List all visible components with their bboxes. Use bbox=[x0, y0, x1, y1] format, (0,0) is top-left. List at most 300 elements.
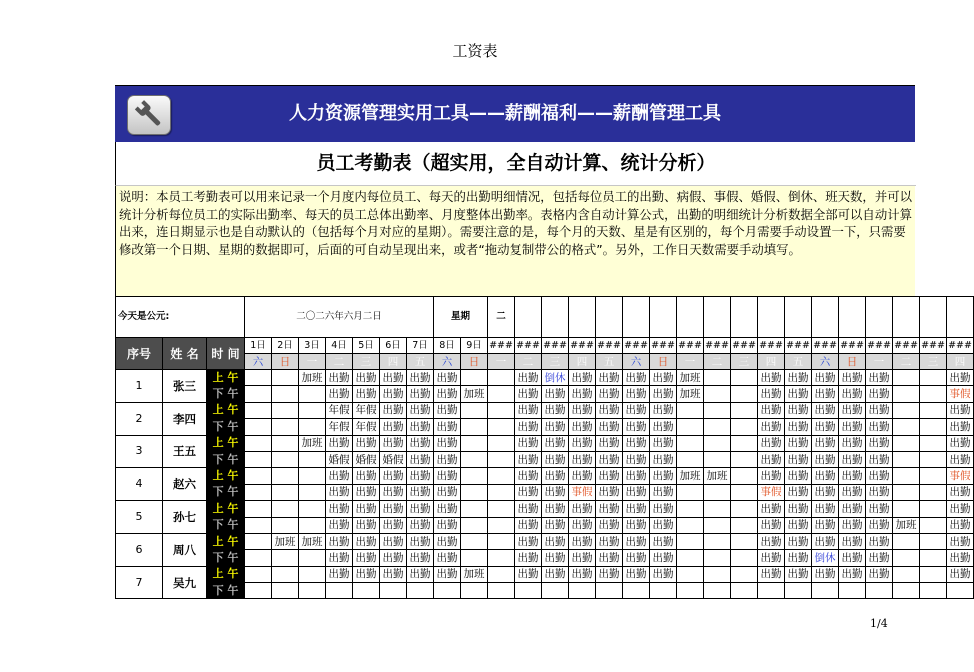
attendance-cell[interactable] bbox=[785, 583, 812, 599]
attendance-cell[interactable]: 出勤 bbox=[569, 402, 596, 418]
attendance-cell[interactable] bbox=[731, 386, 758, 402]
attendance-cell[interactable]: 出勤 bbox=[380, 419, 407, 435]
attendance-cell[interactable]: 出勤 bbox=[650, 550, 677, 566]
attendance-cell[interactable]: 出勤 bbox=[839, 402, 866, 418]
attendance-cell[interactable] bbox=[488, 566, 515, 582]
attendance-cell[interactable]: 出勤 bbox=[434, 386, 461, 402]
attendance-cell[interactable]: 倒休 bbox=[542, 370, 569, 386]
attendance-cell[interactable]: 出勤 bbox=[515, 386, 542, 402]
attendance-cell[interactable] bbox=[893, 484, 920, 500]
attendance-cell[interactable]: 事假 bbox=[758, 484, 785, 500]
attendance-cell[interactable]: 出勤 bbox=[812, 468, 839, 484]
attendance-cell[interactable]: 出勤 bbox=[758, 501, 785, 517]
attendance-cell[interactable]: 出勤 bbox=[407, 484, 434, 500]
attendance-cell[interactable]: 出勤 bbox=[515, 370, 542, 386]
attendance-cell[interactable]: 出勤 bbox=[623, 533, 650, 549]
attendance-cell[interactable] bbox=[461, 583, 488, 599]
attendance-cell[interactable] bbox=[731, 533, 758, 549]
attendance-cell[interactable] bbox=[461, 370, 488, 386]
attendance-cell[interactable]: 出勤 bbox=[434, 550, 461, 566]
attendance-cell[interactable]: 出勤 bbox=[812, 533, 839, 549]
attendance-cell[interactable]: 出勤 bbox=[839, 468, 866, 484]
attendance-cell[interactable]: 出勤 bbox=[596, 484, 623, 500]
attendance-cell[interactable]: 出勤 bbox=[596, 517, 623, 533]
attendance-cell[interactable]: 加班 bbox=[299, 370, 326, 386]
attendance-cell[interactable]: 倒休 bbox=[812, 550, 839, 566]
attendance-cell[interactable]: 出勤 bbox=[569, 370, 596, 386]
attendance-cell[interactable]: 出勤 bbox=[839, 370, 866, 386]
attendance-cell[interactable] bbox=[461, 501, 488, 517]
attendance-cell[interactable]: 出勤 bbox=[407, 517, 434, 533]
attendance-cell[interactable]: 事假 bbox=[569, 484, 596, 500]
attendance-cell[interactable]: 出勤 bbox=[353, 435, 380, 451]
attendance-cell[interactable] bbox=[542, 583, 569, 599]
attendance-cell[interactable] bbox=[272, 468, 299, 484]
attendance-cell[interactable] bbox=[920, 484, 947, 500]
attendance-cell[interactable]: 出勤 bbox=[353, 501, 380, 517]
attendance-cell[interactable] bbox=[893, 501, 920, 517]
attendance-cell[interactable] bbox=[245, 402, 272, 418]
attendance-cell[interactable]: 出勤 bbox=[542, 402, 569, 418]
attendance-cell[interactable]: 出勤 bbox=[947, 484, 974, 500]
attendance-cell[interactable]: 出勤 bbox=[380, 566, 407, 582]
attendance-cell[interactable]: 出勤 bbox=[596, 566, 623, 582]
attendance-cell[interactable] bbox=[245, 419, 272, 435]
attendance-cell[interactable]: 婚假 bbox=[353, 451, 380, 467]
attendance-cell[interactable]: 出勤 bbox=[623, 435, 650, 451]
attendance-cell[interactable]: 出勤 bbox=[542, 533, 569, 549]
attendance-cell[interactable]: 出勤 bbox=[812, 386, 839, 402]
attendance-cell[interactable]: 出勤 bbox=[812, 566, 839, 582]
attendance-cell[interactable]: 出勤 bbox=[623, 468, 650, 484]
attendance-cell[interactable]: 出勤 bbox=[515, 550, 542, 566]
attendance-cell[interactable] bbox=[677, 419, 704, 435]
attendance-cell[interactable]: 出勤 bbox=[569, 451, 596, 467]
attendance-cell[interactable]: 出勤 bbox=[839, 435, 866, 451]
attendance-cell[interactable] bbox=[488, 419, 515, 435]
attendance-cell[interactable]: 出勤 bbox=[569, 533, 596, 549]
attendance-cell[interactable]: 出勤 bbox=[542, 435, 569, 451]
attendance-cell[interactable] bbox=[272, 583, 299, 599]
attendance-cell[interactable] bbox=[731, 451, 758, 467]
attendance-cell[interactable] bbox=[704, 435, 731, 451]
attendance-cell[interactable]: 出勤 bbox=[434, 484, 461, 500]
attendance-cell[interactable]: 出勤 bbox=[812, 517, 839, 533]
attendance-cell[interactable]: 出勤 bbox=[758, 402, 785, 418]
attendance-cell[interactable] bbox=[677, 451, 704, 467]
attendance-cell[interactable]: 出勤 bbox=[785, 386, 812, 402]
attendance-cell[interactable]: 出勤 bbox=[542, 566, 569, 582]
attendance-cell[interactable]: 出勤 bbox=[407, 468, 434, 484]
attendance-cell[interactable] bbox=[704, 583, 731, 599]
attendance-cell[interactable]: 出勤 bbox=[380, 468, 407, 484]
attendance-cell[interactable]: 加班 bbox=[893, 517, 920, 533]
attendance-cell[interactable] bbox=[893, 402, 920, 418]
attendance-cell[interactable]: 出勤 bbox=[434, 566, 461, 582]
attendance-cell[interactable]: 出勤 bbox=[407, 386, 434, 402]
attendance-cell[interactable] bbox=[272, 386, 299, 402]
attendance-cell[interactable] bbox=[677, 550, 704, 566]
attendance-cell[interactable]: 出勤 bbox=[839, 566, 866, 582]
attendance-cell[interactable] bbox=[920, 419, 947, 435]
attendance-cell[interactable]: 出勤 bbox=[380, 501, 407, 517]
attendance-cell[interactable]: 出勤 bbox=[785, 484, 812, 500]
attendance-cell[interactable] bbox=[758, 583, 785, 599]
attendance-cell[interactable]: 出勤 bbox=[650, 451, 677, 467]
attendance-cell[interactable]: 加班 bbox=[677, 386, 704, 402]
attendance-cell[interactable]: 出勤 bbox=[812, 419, 839, 435]
attendance-cell[interactable]: 出勤 bbox=[569, 566, 596, 582]
attendance-cell[interactable]: 出勤 bbox=[542, 386, 569, 402]
attendance-cell[interactable]: 出勤 bbox=[596, 370, 623, 386]
attendance-cell[interactable]: 出勤 bbox=[623, 402, 650, 418]
attendance-cell[interactable] bbox=[245, 386, 272, 402]
attendance-cell[interactable]: 出勤 bbox=[623, 451, 650, 467]
attendance-cell[interactable] bbox=[299, 402, 326, 418]
attendance-cell[interactable] bbox=[839, 583, 866, 599]
attendance-cell[interactable]: 出勤 bbox=[650, 402, 677, 418]
attendance-cell[interactable] bbox=[299, 517, 326, 533]
attendance-cell[interactable] bbox=[893, 419, 920, 435]
attendance-cell[interactable] bbox=[677, 583, 704, 599]
attendance-cell[interactable]: 出勤 bbox=[785, 566, 812, 582]
attendance-cell[interactable] bbox=[488, 370, 515, 386]
attendance-cell[interactable]: 出勤 bbox=[839, 501, 866, 517]
attendance-cell[interactable]: 出勤 bbox=[623, 566, 650, 582]
attendance-cell[interactable] bbox=[731, 402, 758, 418]
attendance-cell[interactable]: 出勤 bbox=[785, 370, 812, 386]
attendance-cell[interactable] bbox=[245, 517, 272, 533]
attendance-cell[interactable]: 出勤 bbox=[650, 566, 677, 582]
attendance-cell[interactable] bbox=[299, 566, 326, 582]
attendance-cell[interactable] bbox=[461, 468, 488, 484]
attendance-cell[interactable] bbox=[704, 533, 731, 549]
attendance-cell[interactable]: 出勤 bbox=[353, 386, 380, 402]
attendance-cell[interactable] bbox=[461, 484, 488, 500]
attendance-cell[interactable] bbox=[731, 468, 758, 484]
attendance-cell[interactable]: 出勤 bbox=[569, 550, 596, 566]
attendance-cell[interactable]: 出勤 bbox=[407, 402, 434, 418]
attendance-cell[interactable] bbox=[920, 402, 947, 418]
attendance-cell[interactable]: 出勤 bbox=[758, 550, 785, 566]
attendance-cell[interactable]: 出勤 bbox=[866, 370, 893, 386]
attendance-cell[interactable] bbox=[920, 370, 947, 386]
attendance-cell[interactable]: 出勤 bbox=[326, 370, 353, 386]
attendance-cell[interactable] bbox=[272, 370, 299, 386]
attendance-cell[interactable]: 出勤 bbox=[380, 484, 407, 500]
attendance-cell[interactable] bbox=[731, 517, 758, 533]
attendance-cell[interactable] bbox=[704, 419, 731, 435]
attendance-cell[interactable] bbox=[515, 583, 542, 599]
attendance-cell[interactable]: 出勤 bbox=[758, 517, 785, 533]
attendance-cell[interactable] bbox=[920, 451, 947, 467]
attendance-cell[interactable] bbox=[893, 386, 920, 402]
attendance-cell[interactable] bbox=[731, 370, 758, 386]
attendance-cell[interactable]: 出勤 bbox=[407, 419, 434, 435]
attendance-cell[interactable]: 出勤 bbox=[866, 517, 893, 533]
attendance-cell[interactable]: 出勤 bbox=[326, 550, 353, 566]
attendance-cell[interactable]: 出勤 bbox=[866, 386, 893, 402]
attendance-cell[interactable]: 出勤 bbox=[839, 550, 866, 566]
attendance-cell[interactable]: 出勤 bbox=[380, 402, 407, 418]
attendance-cell[interactable]: 出勤 bbox=[839, 419, 866, 435]
attendance-cell[interactable]: 出勤 bbox=[596, 533, 623, 549]
attendance-cell[interactable]: 出勤 bbox=[380, 533, 407, 549]
attendance-cell[interactable] bbox=[299, 484, 326, 500]
attendance-cell[interactable] bbox=[677, 435, 704, 451]
attendance-cell[interactable]: 出勤 bbox=[596, 468, 623, 484]
attendance-cell[interactable]: 出勤 bbox=[812, 402, 839, 418]
attendance-cell[interactable]: 出勤 bbox=[326, 386, 353, 402]
attendance-cell[interactable] bbox=[677, 402, 704, 418]
attendance-cell[interactable]: 年假 bbox=[353, 402, 380, 418]
attendance-cell[interactable]: 出勤 bbox=[785, 550, 812, 566]
attendance-cell[interactable]: 出勤 bbox=[326, 517, 353, 533]
attendance-cell[interactable]: 出勤 bbox=[947, 419, 974, 435]
attendance-cell[interactable]: 年假 bbox=[326, 419, 353, 435]
attendance-cell[interactable]: 出勤 bbox=[407, 550, 434, 566]
attendance-cell[interactable] bbox=[434, 583, 461, 599]
attendance-cell[interactable]: 出勤 bbox=[515, 402, 542, 418]
attendance-cell[interactable]: 出勤 bbox=[785, 501, 812, 517]
attendance-cell[interactable]: 出勤 bbox=[515, 533, 542, 549]
attendance-cell[interactable]: 出勤 bbox=[758, 533, 785, 549]
attendance-cell[interactable]: 出勤 bbox=[785, 451, 812, 467]
attendance-cell[interactable]: 事假 bbox=[947, 468, 974, 484]
attendance-cell[interactable] bbox=[920, 566, 947, 582]
attendance-cell[interactable] bbox=[461, 533, 488, 549]
attendance-cell[interactable]: 出勤 bbox=[812, 370, 839, 386]
attendance-cell[interactable] bbox=[704, 501, 731, 517]
attendance-cell[interactable]: 出勤 bbox=[407, 501, 434, 517]
attendance-cell[interactable] bbox=[920, 517, 947, 533]
attendance-cell[interactable] bbox=[380, 583, 407, 599]
attendance-cell[interactable]: 出勤 bbox=[947, 517, 974, 533]
attendance-cell[interactable]: 出勤 bbox=[839, 484, 866, 500]
attendance-cell[interactable] bbox=[272, 501, 299, 517]
attendance-cell[interactable] bbox=[704, 402, 731, 418]
attendance-cell[interactable]: 出勤 bbox=[542, 468, 569, 484]
attendance-cell[interactable] bbox=[650, 583, 677, 599]
attendance-cell[interactable]: 出勤 bbox=[380, 386, 407, 402]
attendance-cell[interactable] bbox=[272, 517, 299, 533]
attendance-cell[interactable] bbox=[461, 517, 488, 533]
attendance-cell[interactable] bbox=[731, 435, 758, 451]
attendance-cell[interactable]: 出勤 bbox=[758, 566, 785, 582]
attendance-cell[interactable]: 出勤 bbox=[569, 517, 596, 533]
attendance-cell[interactable]: 出勤 bbox=[569, 386, 596, 402]
attendance-cell[interactable]: 出勤 bbox=[947, 533, 974, 549]
attendance-cell[interactable]: 出勤 bbox=[434, 501, 461, 517]
attendance-cell[interactable]: 出勤 bbox=[866, 419, 893, 435]
attendance-cell[interactable] bbox=[677, 484, 704, 500]
attendance-cell[interactable]: 出勤 bbox=[569, 435, 596, 451]
attendance-cell[interactable]: 加班 bbox=[299, 533, 326, 549]
attendance-cell[interactable] bbox=[866, 583, 893, 599]
attendance-cell[interactable]: 出勤 bbox=[434, 517, 461, 533]
attendance-cell[interactable]: 出勤 bbox=[515, 451, 542, 467]
attendance-cell[interactable]: 出勤 bbox=[812, 435, 839, 451]
attendance-cell[interactable]: 出勤 bbox=[650, 484, 677, 500]
attendance-cell[interactable]: 出勤 bbox=[434, 370, 461, 386]
attendance-cell[interactable] bbox=[920, 468, 947, 484]
attendance-cell[interactable]: 出勤 bbox=[866, 468, 893, 484]
attendance-cell[interactable] bbox=[488, 550, 515, 566]
attendance-cell[interactable]: 出勤 bbox=[812, 451, 839, 467]
attendance-cell[interactable]: 出勤 bbox=[407, 435, 434, 451]
attendance-cell[interactable] bbox=[353, 583, 380, 599]
attendance-cell[interactable] bbox=[677, 501, 704, 517]
attendance-cell[interactable]: 出勤 bbox=[839, 386, 866, 402]
attendance-cell[interactable] bbox=[461, 451, 488, 467]
attendance-cell[interactable] bbox=[893, 550, 920, 566]
attendance-cell[interactable] bbox=[272, 484, 299, 500]
attendance-cell[interactable] bbox=[488, 435, 515, 451]
attendance-cell[interactable] bbox=[299, 583, 326, 599]
attendance-cell[interactable] bbox=[677, 533, 704, 549]
attendance-cell[interactable]: 出勤 bbox=[812, 484, 839, 500]
attendance-cell[interactable]: 事假 bbox=[947, 386, 974, 402]
attendance-cell[interactable]: 出勤 bbox=[866, 484, 893, 500]
attendance-cell[interactable]: 婚假 bbox=[326, 451, 353, 467]
attendance-cell[interactable] bbox=[893, 583, 920, 599]
attendance-cell[interactable] bbox=[488, 402, 515, 418]
attendance-cell[interactable] bbox=[245, 533, 272, 549]
attendance-cell[interactable] bbox=[488, 533, 515, 549]
attendance-cell[interactable]: 出勤 bbox=[866, 501, 893, 517]
attendance-cell[interactable]: 出勤 bbox=[407, 533, 434, 549]
attendance-cell[interactable]: 出勤 bbox=[866, 402, 893, 418]
attendance-cell[interactable]: 出勤 bbox=[434, 451, 461, 467]
attendance-cell[interactable]: 出勤 bbox=[650, 419, 677, 435]
attendance-cell[interactable]: 出勤 bbox=[596, 386, 623, 402]
attendance-cell[interactable]: 出勤 bbox=[758, 435, 785, 451]
attendance-cell[interactable] bbox=[299, 451, 326, 467]
attendance-cell[interactable] bbox=[299, 468, 326, 484]
attendance-cell[interactable] bbox=[488, 386, 515, 402]
attendance-cell[interactable] bbox=[704, 566, 731, 582]
attendance-cell[interactable]: 出勤 bbox=[650, 468, 677, 484]
attendance-cell[interactable]: 出勤 bbox=[353, 566, 380, 582]
attendance-cell[interactable]: 出勤 bbox=[623, 484, 650, 500]
attendance-cell[interactable] bbox=[488, 517, 515, 533]
attendance-cell[interactable]: 出勤 bbox=[947, 501, 974, 517]
attendance-cell[interactable]: 出勤 bbox=[434, 533, 461, 549]
attendance-cell[interactable]: 出勤 bbox=[515, 566, 542, 582]
attendance-cell[interactable]: 出勤 bbox=[434, 435, 461, 451]
attendance-cell[interactable]: 出勤 bbox=[515, 517, 542, 533]
attendance-cell[interactable] bbox=[272, 402, 299, 418]
attendance-cell[interactable] bbox=[731, 550, 758, 566]
attendance-cell[interactable] bbox=[731, 566, 758, 582]
attendance-cell[interactable]: 出勤 bbox=[515, 484, 542, 500]
attendance-cell[interactable]: 出勤 bbox=[758, 451, 785, 467]
attendance-cell[interactable]: 出勤 bbox=[596, 402, 623, 418]
attendance-cell[interactable] bbox=[893, 435, 920, 451]
attendance-cell[interactable]: 出勤 bbox=[947, 402, 974, 418]
attendance-cell[interactable]: 出勤 bbox=[407, 566, 434, 582]
attendance-cell[interactable]: 出勤 bbox=[326, 468, 353, 484]
attendance-cell[interactable]: 出勤 bbox=[515, 435, 542, 451]
attendance-cell[interactable]: 出勤 bbox=[650, 370, 677, 386]
attendance-cell[interactable] bbox=[299, 386, 326, 402]
attendance-cell[interactable]: 出勤 bbox=[326, 533, 353, 549]
attendance-cell[interactable] bbox=[812, 583, 839, 599]
attendance-cell[interactable] bbox=[731, 501, 758, 517]
attendance-cell[interactable]: 出勤 bbox=[353, 370, 380, 386]
attendance-cell[interactable]: 加班 bbox=[461, 386, 488, 402]
attendance-cell[interactable]: 出勤 bbox=[326, 435, 353, 451]
attendance-cell[interactable]: 出勤 bbox=[407, 451, 434, 467]
attendance-cell[interactable]: 出勤 bbox=[839, 533, 866, 549]
attendance-cell[interactable]: 加班 bbox=[272, 533, 299, 549]
attendance-cell[interactable] bbox=[488, 468, 515, 484]
attendance-cell[interactable]: 出勤 bbox=[758, 419, 785, 435]
attendance-cell[interactable]: 出勤 bbox=[542, 517, 569, 533]
attendance-cell[interactable] bbox=[920, 386, 947, 402]
attendance-cell[interactable] bbox=[596, 583, 623, 599]
attendance-cell[interactable]: 出勤 bbox=[812, 501, 839, 517]
attendance-cell[interactable]: 出勤 bbox=[623, 370, 650, 386]
attendance-cell[interactable] bbox=[704, 550, 731, 566]
attendance-cell[interactable]: 出勤 bbox=[650, 533, 677, 549]
attendance-cell[interactable]: 出勤 bbox=[650, 435, 677, 451]
attendance-cell[interactable]: 出勤 bbox=[623, 550, 650, 566]
attendance-cell[interactable] bbox=[488, 484, 515, 500]
attendance-cell[interactable] bbox=[623, 583, 650, 599]
attendance-cell[interactable] bbox=[245, 435, 272, 451]
attendance-cell[interactable] bbox=[299, 501, 326, 517]
attendance-cell[interactable] bbox=[245, 583, 272, 599]
attendance-cell[interactable]: 出勤 bbox=[434, 468, 461, 484]
attendance-cell[interactable]: 出勤 bbox=[569, 468, 596, 484]
attendance-cell[interactable]: 出勤 bbox=[542, 550, 569, 566]
attendance-cell[interactable] bbox=[407, 583, 434, 599]
attendance-cell[interactable]: 出勤 bbox=[380, 550, 407, 566]
attendance-cell[interactable]: 加班 bbox=[299, 435, 326, 451]
attendance-cell[interactable]: 加班 bbox=[461, 566, 488, 582]
attendance-cell[interactable] bbox=[299, 419, 326, 435]
attendance-cell[interactable]: 出勤 bbox=[785, 533, 812, 549]
attendance-cell[interactable] bbox=[272, 550, 299, 566]
attendance-cell[interactable]: 出勤 bbox=[596, 451, 623, 467]
attendance-cell[interactable] bbox=[920, 533, 947, 549]
attendance-cell[interactable]: 出勤 bbox=[353, 468, 380, 484]
attendance-cell[interactable]: 出勤 bbox=[326, 566, 353, 582]
attendance-cell[interactable] bbox=[731, 583, 758, 599]
attendance-cell[interactable]: 出勤 bbox=[596, 419, 623, 435]
attendance-cell[interactable]: 出勤 bbox=[353, 533, 380, 549]
attendance-cell[interactable] bbox=[245, 550, 272, 566]
attendance-cell[interactable] bbox=[245, 501, 272, 517]
attendance-cell[interactable]: 出勤 bbox=[866, 451, 893, 467]
attendance-cell[interactable]: 出勤 bbox=[839, 451, 866, 467]
attendance-cell[interactable]: 出勤 bbox=[515, 468, 542, 484]
attendance-cell[interactable] bbox=[272, 435, 299, 451]
attendance-cell[interactable]: 出勤 bbox=[569, 419, 596, 435]
attendance-cell[interactable] bbox=[920, 550, 947, 566]
attendance-cell[interactable] bbox=[731, 484, 758, 500]
attendance-cell[interactable]: 年假 bbox=[326, 402, 353, 418]
attendance-cell[interactable] bbox=[461, 550, 488, 566]
attendance-cell[interactable]: 出勤 bbox=[353, 517, 380, 533]
attendance-cell[interactable]: 出勤 bbox=[515, 419, 542, 435]
attendance-cell[interactable]: 出勤 bbox=[866, 550, 893, 566]
attendance-cell[interactable]: 出勤 bbox=[623, 419, 650, 435]
attendance-cell[interactable]: 加班 bbox=[704, 468, 731, 484]
attendance-cell[interactable] bbox=[272, 566, 299, 582]
attendance-cell[interactable]: 出勤 bbox=[542, 501, 569, 517]
